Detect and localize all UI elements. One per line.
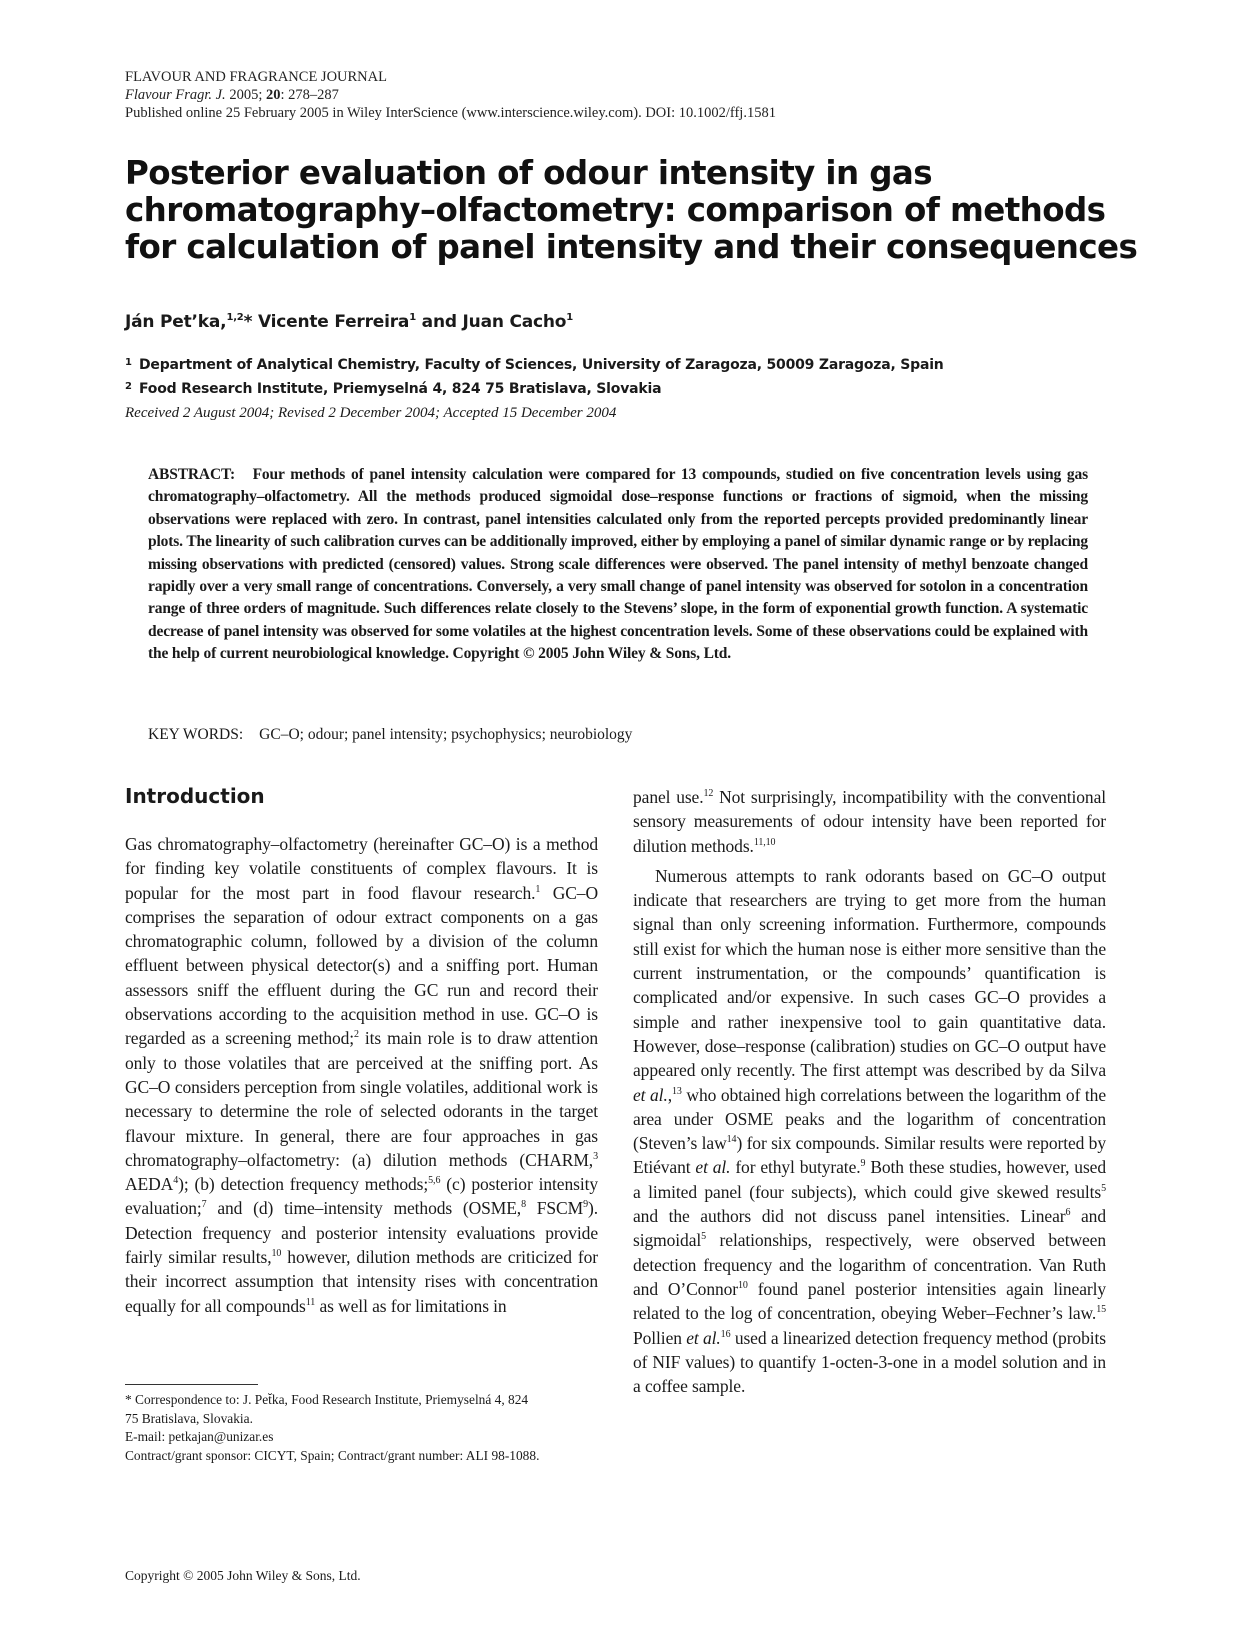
title-line: Posterior evaluation of odour intensity in gas [125,154,932,192]
citation-year: 2005; [229,87,263,103]
text-run: GC–O comprises the separation of odour extract components on a gas chromatographic column, followed by a division of the column effluent between physical detector(s) and a sniffing port. Human assessors sniff the effluent during the GC run and record their observations according to the acquisition method in use. GC–O is regarded as a screening method; [125,882,598,1049]
text-run: Both these studies, however, used a limited panel (four subjects), which could give skewed results [633,1157,1106,1202]
citation-ref: 1 [535,883,541,895]
text-run: its main role is to draw attention only to those volatiles that are perceived at the sniffing port. As GC–O considers perception from single volatiles, additional work is necessary to determine the role of selected odorants in the target flavour mixture. In general, there are four approaches in gas chromatography–olfactometry: (a) dilution methods (CHARM, [125,1028,599,1170]
paragraph [633,785,1106,858]
affiliation-number: 2 [125,381,132,392]
italic-run: et al. [633,1084,668,1105]
page-copyright: Copyright © 2005 John Wiley & Sons, Ltd. [125,1568,361,1583]
citation-ref: 16 [720,1328,731,1340]
citation-ref: 4 [173,1175,179,1187]
correspondence-note: 75 Bratislava, Slovakia. [125,1410,253,1426]
publication-info: Published online 25 February 2005 in Wiley InterScience (www.interscience.wiley.com). DOI: 10.1002/ffj.1581 [125,105,776,121]
citation-ref: 11,10 [753,836,776,848]
footnote-divider [125,1384,258,1385]
citation-ref: 11 [305,1296,316,1308]
citation-ref: 12 [703,788,714,799]
affiliation-marker: 1 [409,312,416,323]
citation-ref: 2 [354,1029,359,1041]
section-heading: Introduction [125,784,265,808]
citation-ref: 3 [593,1150,598,1162]
author-name: Vicente Ferreira [257,312,410,332]
text-run: for ethyl butyrate. [730,1157,861,1178]
text-run: and sigmoidal [633,1206,1106,1251]
text-run: ) for six compounds. Similar results were reported by Etiévant [633,1133,1106,1178]
journal-citation [125,86,776,104]
affiliation-item [125,352,944,376]
keywords-label: KEY WORDS: [148,726,244,743]
citation-ref: 14 [726,1134,737,1146]
citation-ref: 5 [1101,1182,1106,1194]
email-note: E-mail: petkajan@unizar.es [125,1429,274,1444]
body-column-right [633,785,1106,1398]
citation-ref: 15 [1096,1304,1106,1316]
citation-ref: 9 [583,1199,588,1211]
text-run: panel use. [633,787,704,807]
title-line: for calculation of panel intensity and their consequences [125,228,1138,266]
text-run: relationships, respectively, were observed between detection frequency and the logarithm of concentration. Van Ruth and O’Connor [633,1230,1106,1299]
affiliation-marker: 1 [566,312,574,323]
abstract [148,464,1088,666]
text-run: , [667,1084,673,1105]
article-title [125,154,1138,266]
text-run: Not surprisingly, incompatibility with the conventional sensory measurements of odour intensity have been reported for dilution methods. [633,787,1106,856]
affiliation-item [125,376,944,400]
citation-ref: 5 [701,1231,707,1243]
author-name: Juan Cacho [462,312,567,332]
text-run: who obtained high correlations between the logarithm of the area under OSME peaks and the logarithm of concentration (Steven’s law [633,1084,1106,1154]
author-conjunction: and [421,312,457,332]
author-list [125,312,573,332]
citation-pages: : 278–287 [280,87,339,103]
italic-run: et al. [686,1327,721,1348]
abstract-text: Four methods of panel intensity calculation were compared for 13 compounds, studied on five concentration levels using gas chromatography–olfactometry. All the methods produced sigmoidal dose–response functions or fractions of sigmoid, when the missing observations were replaced with zero. In contrast, panel intensities calculated only from the reported percepts provided predominantly linear plots. The linearity of such calibration curves can be additionally improved, either by employing a panel of similar dynamic range or by replacing missing observations with predicted (censored) values. Strong scale differences were observed. The panel intensity of methyl benzoate changed rapidly over a very small range of concentrations. Conversely, a very small change of panel intensity was observed for sotolon in a concentration range of three orders of magnitude. Such differences relate closely to the Stevens’ slope, in the form of exponential growth function. A systematic decrease of panel intensity was observed for some volatiles at the highest concentration levels. Some of these observations could be explained with the help of current neurobiological knowledge. Copyright © 2005 John Wiley & Sons, Ltd. [148,466,1088,663]
text-run: and the authors did not discuss panel intensities. Linear [633,1206,1066,1227]
text-run: used a linearized detection frequency method (probits of NIF values) to quantify 1-octen-3-one in a model solution and in a coffee sample. [633,1327,1106,1397]
citation-ref: 7 [201,1199,207,1211]
text-run: ); (b) detection frequency methods; [178,1174,429,1195]
citation-ref: 10 [271,1248,282,1260]
text-run: Numerous attempts to rank odorants based on GC–O output indicate that researchers are trying to get more from the human signal than only screening information. Furthermore, compounds still exist for which the human nose is either more sensitive than the current instrumentation, or the compounds’ quantification is complicated and/or expensive. In such cases GC–O provides a simple and rather inexpensive tool to gain quantitative data. However, dose–response (calibration) studies on GC–O output have appeared only recently. The first attempt was described by da Silva [633,865,1106,1081]
affiliation-text: Department of Analytical Chemistry, Faculty of Sciences, University of Zaragoza, 50009 Zaragoza, Spain [139,357,944,373]
affiliation-text: Food Research Institute, Priemyselná 4, 824 75 Bratislava, Slovakia [139,381,662,397]
citation-ref: 10 [738,1279,748,1291]
journal-abbrev: Flavour Fragr. J. [125,87,226,103]
keywords [148,726,632,744]
text-run: FSCM [525,1198,584,1219]
journal-header [125,68,776,122]
text-run: as well as for limitations in [315,1295,507,1316]
affiliations [125,352,944,400]
author-name: Ján Pet’ka, [125,312,227,332]
text-run: (c) posterior intensity evaluation; [125,1174,598,1219]
citation-ref: 13 [672,1085,682,1097]
citation-ref: 6 [1065,1207,1071,1219]
text-run: ). Detection frequency and posterior intensity evaluations provide fairly similar results, [125,1198,598,1268]
citation-ref: 9 [860,1158,866,1170]
text-run: however, dilution methods are criticized for their incorrect assumption that intensity rises with concentration equally for all compounds [125,1247,598,1316]
title-line: chromatography–olfactometry: comparison of methods [125,191,1106,229]
grant-note: Contract/grant sponsor: CICYT, Spain; Contract/grant number: ALI 98-1088. [125,1447,540,1463]
paragraph [633,864,1106,1399]
text-run: found panel posterior intensities again linearly related to the log of concentration, obeying Weber–Fechner’s law. [633,1278,1106,1324]
journal-name: FLAVOUR AND FRAGRANCE JOURNAL [125,69,387,85]
paragraph [125,832,598,1318]
text-run: AEDA [125,1174,174,1195]
abstract-label: ABSTRACT: [148,466,236,483]
text-run: Gas chromatography–olfactometry (hereinafter GC–O) is a method for finding key volatile constituents of complex flavours. It is popular for the most part in food flavour research. [125,834,598,903]
text-run: and (d) time–intensity methods (OSME, [206,1198,522,1219]
affiliation-marker: 1,2 [226,312,244,323]
citation-volume: 20 [265,87,281,103]
correspondence-mark: * [243,312,253,332]
affiliation-number: 1 [125,357,132,368]
keywords-text: GC–O; odour; panel intensity; psychophysics; neurobiology [259,726,633,743]
citation-ref: 5,6 [428,1175,441,1187]
correspondence-note: * Correspondence to: J. Pet̆ka, Food Research Institute, Priemyselná 4, 824 [125,1392,529,1407]
footnotes [125,1391,600,1465]
citation-ref: 8 [521,1199,526,1211]
body-column-left [125,832,598,1318]
received-dates: Received 2 August 2004; Revised 2 December 2004; Accepted 15 December 2004 [125,405,617,421]
text-run: Pollien [633,1327,687,1348]
italic-run: et al. [695,1157,731,1178]
